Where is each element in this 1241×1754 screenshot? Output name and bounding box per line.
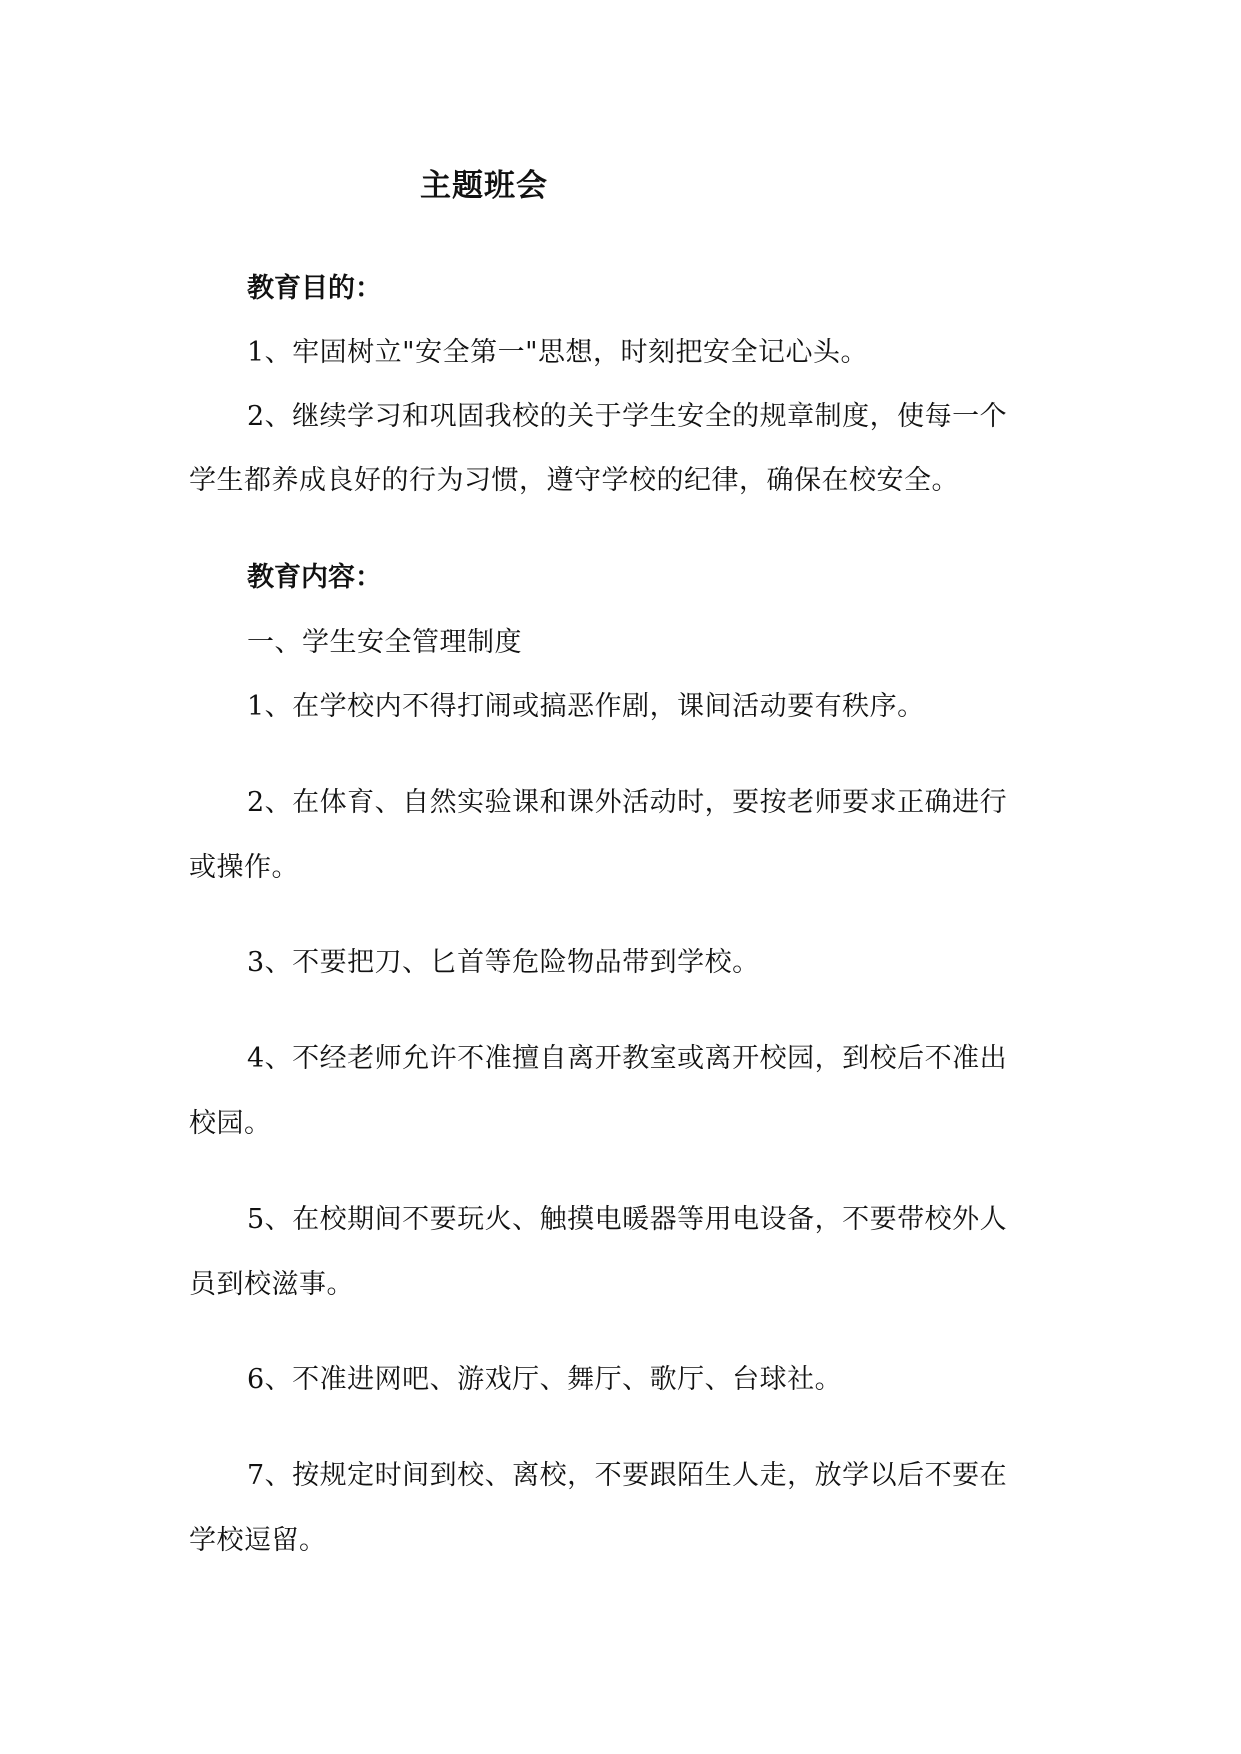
purpose-item-2-line-2: 学生都养成良好的行为习惯，遵守学校的纪律，确保在校安全。 bbox=[189, 465, 959, 496]
purpose-item-2-line-1: 2、继续学习和巩固我校的关于学生安全的规章制度，使每一个 bbox=[247, 401, 1008, 432]
rule-7-line-2: 学校逗留。 bbox=[189, 1525, 327, 1556]
rule-2-line-1: 2、在体育、自然实验课和课外活动时，要按老师要求正确进行 bbox=[247, 787, 1008, 818]
rule-5-line-2: 员到校滋事。 bbox=[189, 1269, 354, 1300]
rule-6: 6、不准进网吧、游戏厅、舞厅、歌厅、台球社。 bbox=[247, 1364, 843, 1395]
rule-4-line-2: 校园。 bbox=[189, 1108, 272, 1139]
rule-5-line-1: 5、在校期间不要玩火、触摸电暖器等用电设备，不要带校外人 bbox=[247, 1204, 1008, 1235]
rule-4-line-1: 4、不经老师允许不准擅自离开教室或离开校园，到校后不准出 bbox=[247, 1043, 1008, 1074]
rule-3: 3、不要把刀、匕首等危险物品带到学校。 bbox=[247, 947, 760, 978]
rule-7-line-1: 7、按规定时间到校、离校，不要跟陌生人走，放学以后不要在 bbox=[247, 1460, 1008, 1491]
page-title: 主题班会 bbox=[420, 168, 548, 204]
purpose-heading: 教育目的： bbox=[247, 273, 382, 304]
rule-2-line-2: 或操作。 bbox=[189, 852, 299, 883]
rule-1: 1、在学校内不得打闹或搞恶作剧，课间活动要有秩序。 bbox=[247, 691, 925, 722]
purpose-item-1: 1、牢固树立"安全第一"思想，时刻把安全记心头。 bbox=[247, 337, 869, 368]
content-heading: 教育内容： bbox=[247, 562, 382, 593]
section-1-title: 一、学生安全管理制度 bbox=[247, 627, 522, 658]
